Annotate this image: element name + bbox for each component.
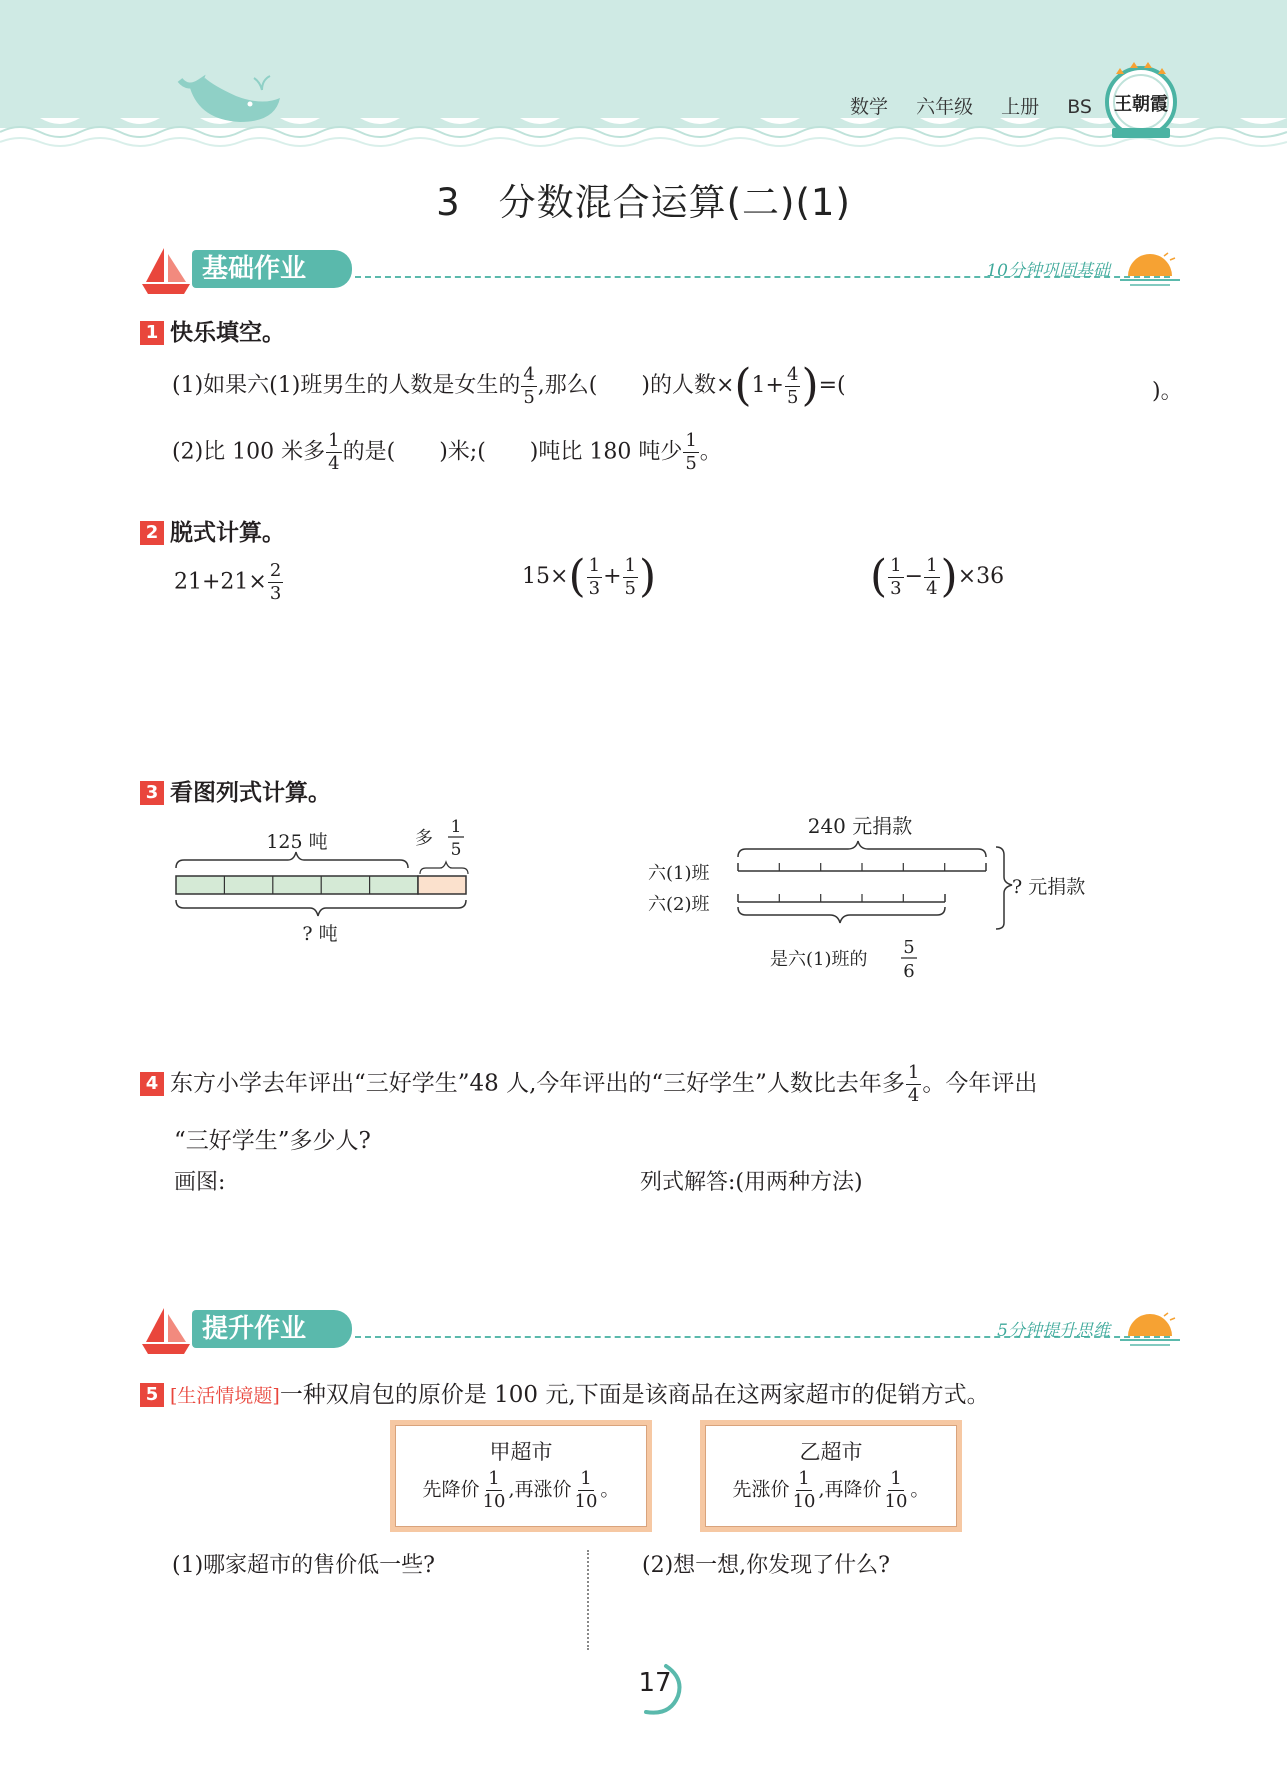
store-a-card: [390, 1420, 652, 1532]
header-info: [850, 92, 1114, 119]
q1-p1-text-2: ,那么( )的人数×: [537, 373, 735, 398]
svg-text:多: 多: [415, 828, 433, 849]
section-label-basic: 基础作业: [192, 250, 352, 288]
line-segment-diagram-left: [170, 810, 480, 950]
question-tag: [生活情境题]: [170, 1385, 280, 1407]
page-title: 3 分数混合运算(二)(1): [436, 181, 851, 224]
svg-text:六(2)班: 六(2)班: [648, 894, 710, 915]
question-number: 2: [140, 521, 164, 545]
q1-p1-text: (1)如果六(1)班男生的人数是女生的: [172, 373, 521, 398]
store-b-promo: 先涨价 $\frac{1}{10}$ ,再降价 $\frac{1}{10}$ 。: [732, 1468, 930, 1512]
svg-text:是六(1)班的: 是六(1)班的: [770, 949, 868, 970]
question-2-title: 脱式计算。: [170, 520, 285, 546]
question-1-title: 快乐填空。: [170, 320, 285, 346]
question-4-text: 4 东方小学去年评出“三好学生”48 人,今年评出的“三好学生”人数比去年多 $\frac{1}{4}$ 。今年评出: [140, 1064, 1037, 1105]
svg-text:5: 5: [450, 840, 462, 860]
q1-p2-text-3: 。: [699, 439, 722, 465]
fraction: $\frac{1}{10}$: [884, 1468, 908, 1512]
fraction: $\frac{4}{5}$: [523, 363, 535, 408]
section-label-advanced: 提升作业: [192, 1310, 352, 1348]
section-note-advanced: 5分钟提升思维: [997, 1321, 1110, 1341]
fraction: $\frac{1}{3}$: [890, 554, 902, 599]
fraction: $\frac{2}{3}$: [269, 560, 282, 604]
section-note-basic: 10分钟巩固基础: [986, 261, 1110, 281]
subject-label: 数学: [850, 96, 889, 118]
publisher-logo: [1102, 62, 1180, 148]
q1-p2-text-2: 的是( )米;( )吨比 180 吨少: [342, 439, 683, 465]
draw-label: 画图:: [174, 1170, 226, 1195]
question-number: 5: [140, 1383, 164, 1407]
expression-1: 21+21× $\frac{2}{3}$: [174, 560, 282, 604]
fraction: $\frac{1}{3}$: [588, 554, 601, 599]
svg-text:1: 1: [450, 817, 462, 837]
edition-label: BS: [1067, 96, 1092, 118]
question-number: 4: [140, 1072, 164, 1096]
fraction: $\frac{1}{5}$: [685, 430, 697, 474]
question-1-part-1: (1)如果六(1)班男生的人数是女生的 $\frac{4}{5}$ ,那么( )的人数×(1+ $\frac{4}{5}$ )=(: [172, 360, 846, 411]
fraction: $\frac{1}{4}$: [328, 430, 340, 474]
section-header-advanced: [140, 1304, 1180, 1358]
fraction: $\frac{1}{4}$: [907, 1062, 920, 1106]
grade-label: 六年级: [916, 96, 974, 118]
store-a-promo: 先降价 $\frac{1}{10}$ ,再涨价 $\frac{1}{10}$ 。: [422, 1468, 620, 1512]
q1-p1-answer-close: )。: [1152, 379, 1183, 404]
question-3-title: 看图列式计算。: [170, 780, 331, 806]
question-4-text-2: “三好学生”多少人?: [174, 1128, 371, 1154]
section-header-basic: [140, 244, 1180, 298]
sunset-icon: [1120, 250, 1180, 288]
expression-2: 15×( $\frac{1}{3}$ + $\frac{1}{5}$ ): [522, 551, 657, 602]
store-a-name: 甲超市: [489, 1440, 553, 1464]
volume-label: 上册: [1001, 96, 1040, 118]
q1-p2-text: (2)比 100 米多: [172, 439, 326, 465]
question-number: 3: [140, 781, 164, 805]
svg-text:? 元捐款: ? 元捐款: [1012, 876, 1086, 898]
question-3-heading: [140, 774, 331, 807]
question-1-part-2: [172, 432, 722, 473]
fraction: $\frac{1}{10}$: [792, 1468, 816, 1512]
fraction: $\frac{1}{10}$: [574, 1468, 598, 1512]
fraction: $\frac{4}{5}$: [786, 363, 799, 408]
store-b-name: 乙超市: [799, 1440, 863, 1464]
question-5-sub-2: (2)想一想,你发现了什么?: [642, 1553, 890, 1578]
q1-p1-text-3: 1+: [751, 373, 784, 398]
svg-text:王朝霞: 王朝霞: [1114, 94, 1168, 115]
line-segment-diagram-right: [640, 805, 1120, 995]
expression-3: ( $\frac{1}{3}$ − $\frac{1}{4}$ )×36: [870, 551, 1005, 602]
fraction: $\frac{1}{4}$: [926, 554, 938, 599]
svg-text:240 元捐款: 240 元捐款: [807, 814, 913, 838]
sunset-icon: [1120, 1310, 1180, 1348]
svg-text:六(1)班: 六(1)班: [648, 863, 710, 884]
question-2-heading: [140, 514, 285, 547]
question-5-sub-1: (1)哪家超市的售价低一些?: [172, 1553, 435, 1578]
svg-text:125 吨: 125 吨: [266, 831, 328, 853]
svg-text:? 吨: ? 吨: [302, 923, 338, 945]
page-number: 17: [638, 1668, 672, 1698]
header-wave-band: [0, 0, 1287, 160]
fraction: $\frac{1}{5}$: [624, 554, 636, 599]
question-5-text: 5 [生活情境题]一种双肩包的原价是 100 元,下面是该商品在这两家超市的促销方式。: [140, 1376, 990, 1409]
solve-label: 列式解答:(用两种方法): [640, 1170, 863, 1195]
question-1-heading: [140, 314, 285, 347]
sailboat-icon: [140, 1304, 192, 1356]
store-b-card: [700, 1420, 962, 1532]
answer-divider: [587, 1550, 589, 1650]
fraction: $\frac{1}{10}$: [482, 1468, 506, 1512]
q1-p1-text-4: =(: [818, 373, 846, 398]
sailboat-icon: [140, 244, 192, 296]
question-number: 1: [140, 321, 164, 345]
svg-text:6: 6: [903, 961, 915, 982]
svg-text:5: 5: [903, 937, 915, 958]
